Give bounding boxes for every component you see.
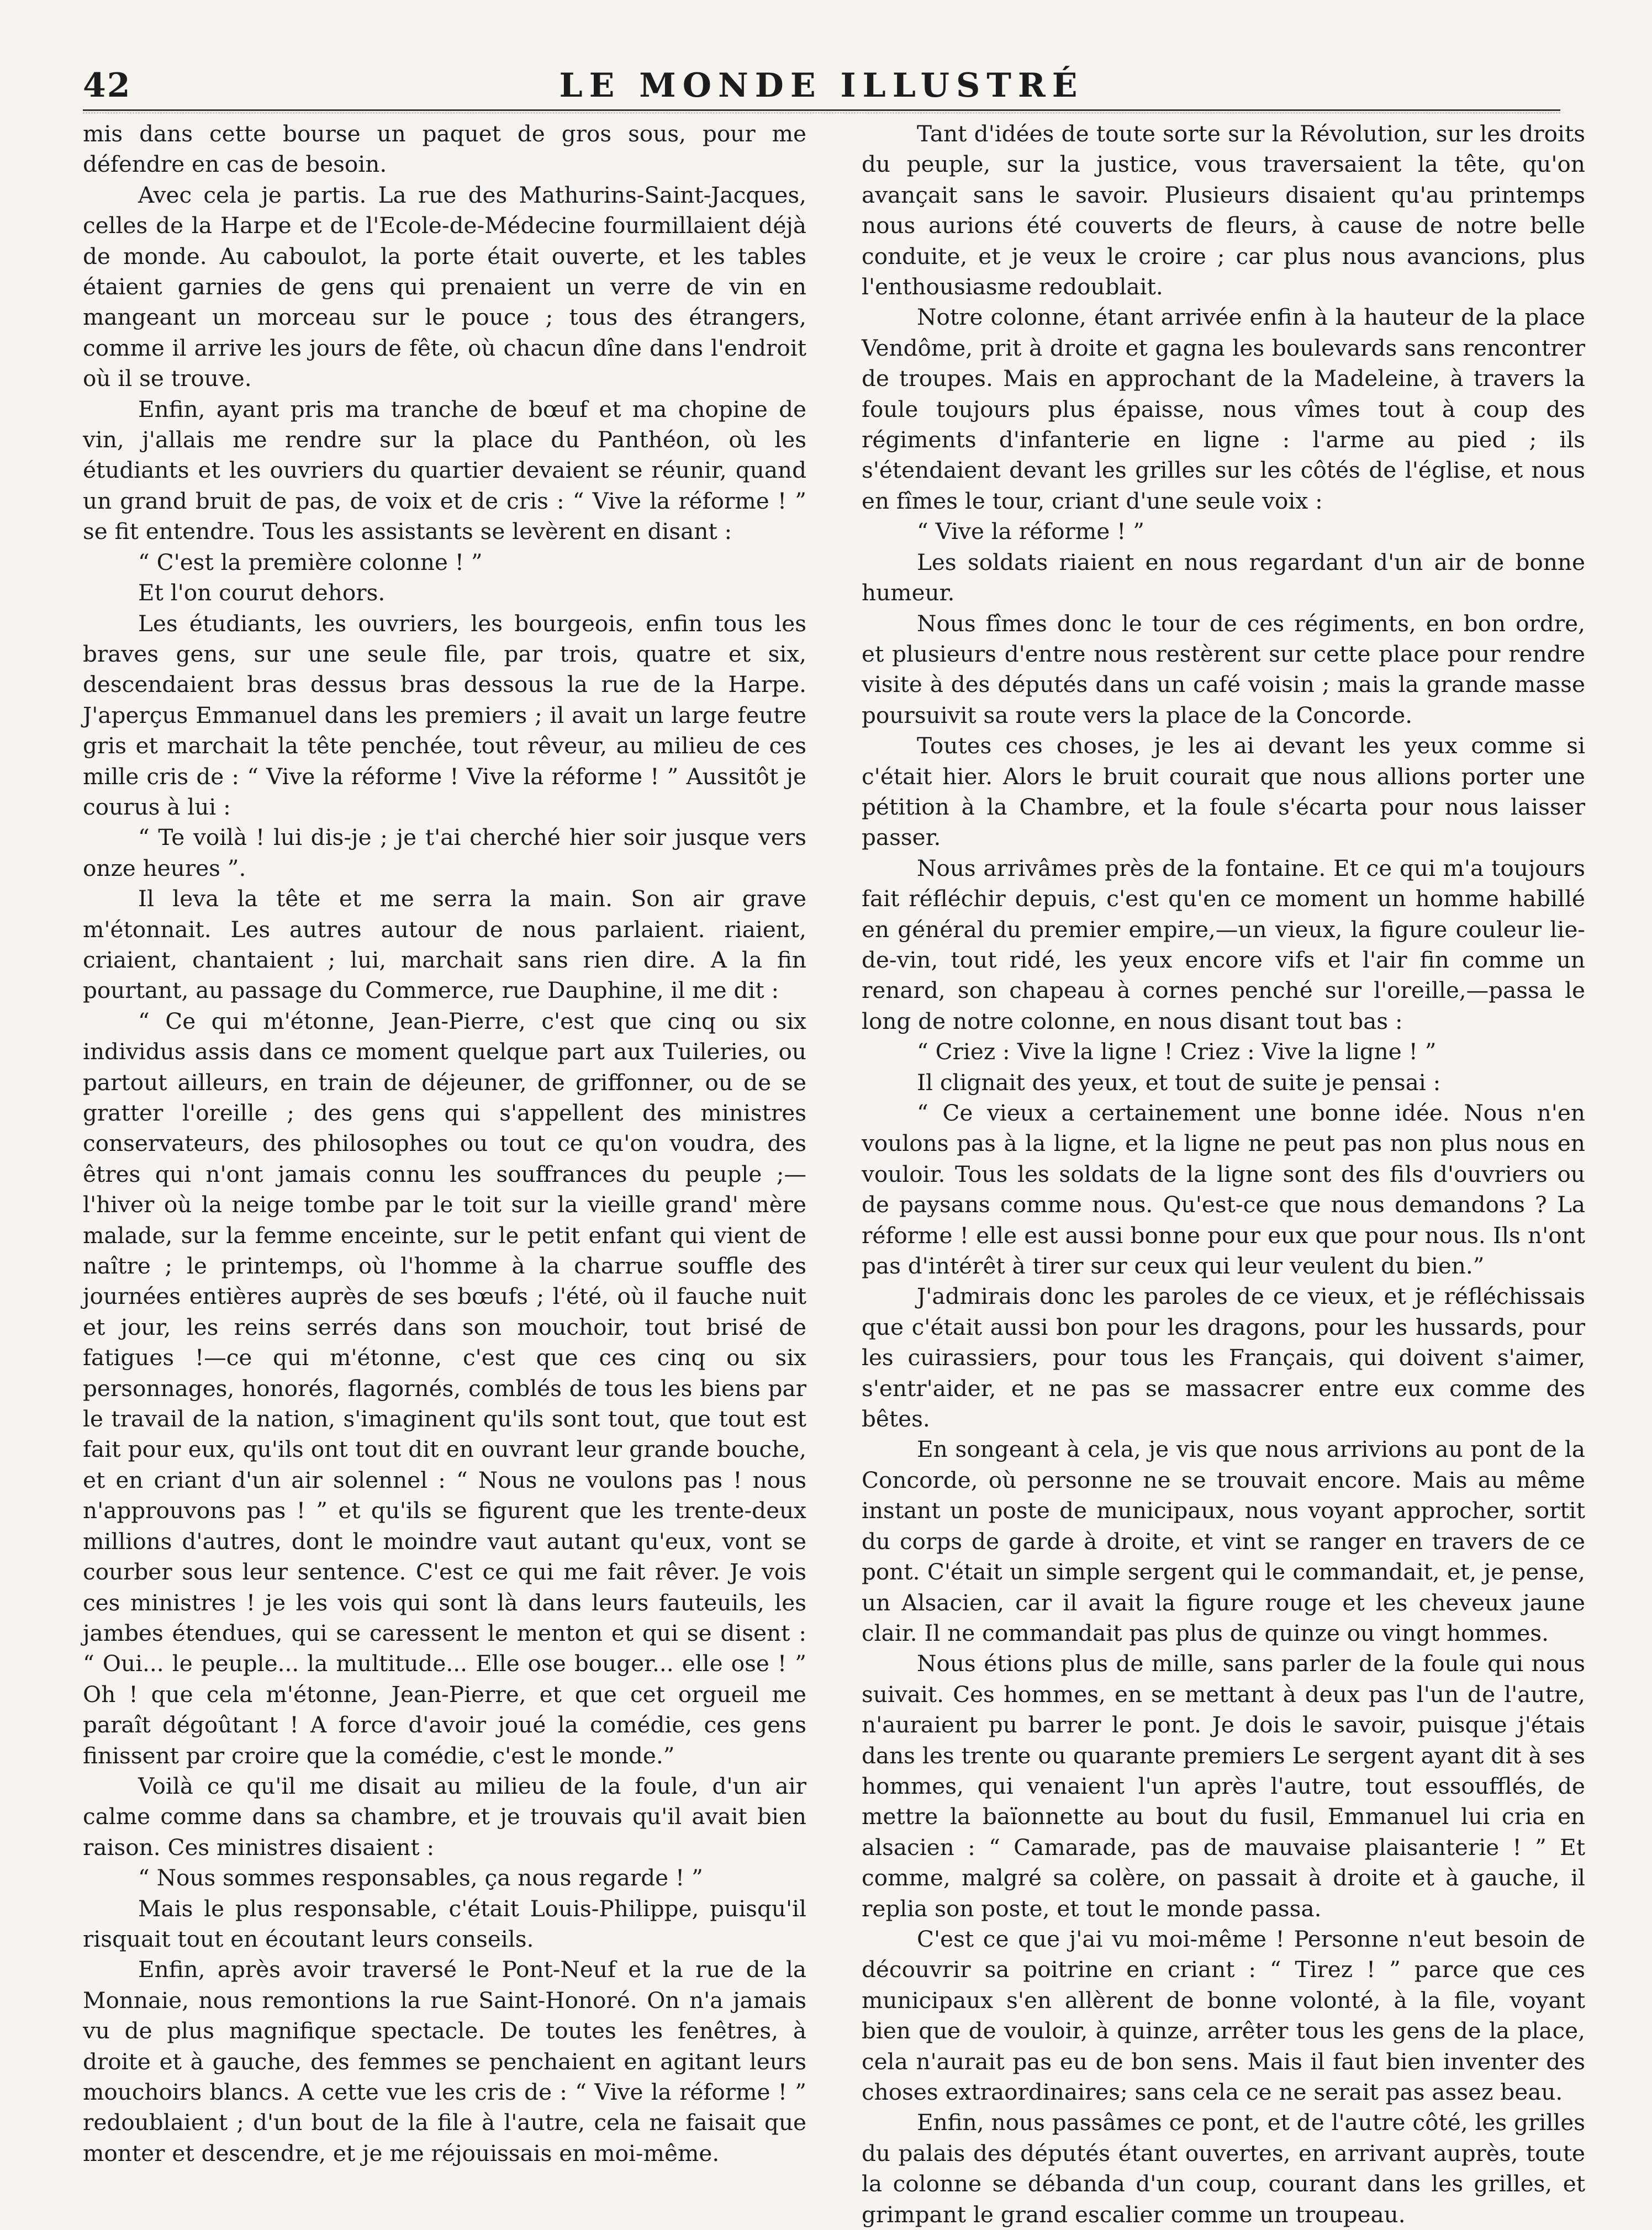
paragraph: “ Nous sommes responsables, ça nous regarde ! ” xyxy=(138,1864,703,1891)
paragraph: Et l'on courut dehors. xyxy=(138,579,386,606)
page-number: 42 xyxy=(83,66,131,105)
paragraph: C'est ce que j'ai vu moi-même ! Personne n'eut besoin de découvrir sa poitrine en criant : “ Tirez ! ” parce que ces municipaux s'en allèrent de bonne volonté, à la file, voyant bien que de vouloir, à quinze, arrêter tous les gens de la place, cela n'aurait pas eu de bon sens. Mais il faut bien inventer des choses extraordinaires; sans cela ce ne serait pas assez beau. xyxy=(862,1925,1585,2105)
paragraph: Enfin, après avoir traversé le Pont-Neuf et la rue de la Monnaie, nous remontions la rue Saint-Honoré. On n'a jamais vu de plus magnifique spectacle. De toutes les fenêtres, à droite et à gauche, des femmes se penchaient en agitant leurs mouchoirs blancs. A cette vue les cris de : “ Vive la réforme ! ” redoublaient ; d'un bout de la file à l'autre, cela ne faisait que monter et descendre, et je me réjouissais en moi-même. xyxy=(83,1956,806,2166)
paragraph: Il clignait des yeux, et tout de suite je pensai : xyxy=(917,1069,1441,1096)
masthead-title: LE MONDE ILLUSTRÉ xyxy=(559,66,1084,105)
paragraph: “ Ce qui m'étonne, Jean-Pierre, c'est que cinq ou six individus assis dans ce moment quelque part aux Tuileries, ou partout ailleurs, en train de déjeuner, de griffonner, ou de se gratter l'oreille ; des gens qui s'appellent des ministres conservateurs, des philosophes ou tout ce qu'on voudra, des êtres qui n'ont jamais connu les souffrances du peuple ;—l'hiver où la neige tombe par le toit sur la vieille grand' mère malade, sur la femme enceinte, sur le petit enfant qui vient de naître ; le printemps, où l'homme à la charrue souffle des journées entières auprès de ses bœufs ; l'été, où il fauche nuit et jour, les reins serrés dans son mouchoir, tout brisé de fatigues !—ce qui m'étonne, c'est que ces cinq ou six personnages, honorés, flagornés, comblés de tous les biens par le travail de la nation, s'imaginent qu'ils sont tout, que tout est fait pour eux, qu'ils ont tout dit en ouvrant leur grande bouche, et en criant d'un air solennel : “ Nous ne voulons pas ! nous n'approuvons pas ! ” et qu'ils se figurent que les trente-deux millions d'autres, dont le moindre vaut autant qu'eux, vont se courber sous leur sentence. C'est ce qui me fait rêver. Je vois ces ministres ! je les vois qui sont là dans leurs fauteuils, les jambes étendues, qui se caressent le menton et qui se disent : “ Oui... le peuple... la multitude... Elle ose bouger... elle ose ! ” Oh ! que cela m'étonne, Jean-Pierre, et que cet orgueil me paraît dégoûtant ! A force d'avoir joué la comédie, ces gens finissent par croire que la comédie, c'est le monde.” xyxy=(83,1007,806,1769)
paragraph: Mais le plus responsable, c'était Louis-Philippe, puisqu'il risquait tout en écoutant leurs conseils. xyxy=(83,1895,806,1952)
paragraph: Toutes ces choses, je les ai devant les yeux comme si c'était hier. Alors le bruit courait que nous allions porter une pétition à la Chambre, et la foule s'écarta pour nous laisser passer. xyxy=(862,732,1585,851)
paragraph: Il leva la tête et me serra la main. Son air grave m'étonnait. Les autres autour de nous parlaient. riaient, criaient, chantaient ; lui, marchait sans rien dire. A la fin pourtant, au passage du Commerce, rue Dauphine, il me dit : xyxy=(83,885,806,1004)
right-column xyxy=(862,119,1585,2230)
page-header xyxy=(83,64,1560,108)
left-column xyxy=(83,119,806,2169)
paragraph: En songeant à cela, je vis que nous arrivions au pont de la Concorde, où personne ne se trouvait encore. Mais au même instant un poste de municipaux, nous voyant approcher, sortit du corps de garde à droite, et vint se ranger en travers de ce pont. C'était un simple sergent qui le commandait, et, je pense, un Alsacien, car il avait la figure rouge et les cheveux jaune clair. Il ne commandait pas plus de quinze ou vingt hommes. xyxy=(862,1436,1585,1646)
paragraph: Nous fîmes donc le tour de ces régiments, en bon ordre, et plusieurs d'entre nous restèrent sur cette place pour rendre visite à des députés dans un café voisin ; mais la grande masse poursuivit sa route vers la place de la Concorde. xyxy=(862,610,1585,728)
paragraph: Tant d'idées de toute sorte sur la Révolution, sur les droits du peuple, sur la justice, vous traversaient la tête, qu'on avançait sans le savoir. Plusieurs disaient qu'au printemps nous aurions été couverts de fleurs, à cause de notre belle conduite, et je veux le croire ; car plus nous avancions, plus l'enthousiasme redoublait. xyxy=(862,120,1585,300)
paragraph: Les étudiants, les ouvriers, les bourgeois, enfin tous les braves gens, sur une seule file, par trois, quatre et six, descendaient bras dessus bras dessous la rue de la Harpe. J'aperçus Emmanuel dans les premiers ; il avait un large feutre gris et marchait la tête penchée, tout rêveur, au milieu de ces mille cris de : “ Vive la réforme ! Vive la réforme ! ” Aussitôt je courus à lui : xyxy=(83,610,806,820)
paragraph: mis dans cette bourse un paquet de gros sous, pour me défendre en cas de besoin. xyxy=(83,120,806,178)
paragraph: “ Criez : Vive la ligne ! Criez : Vive la ligne ! ” xyxy=(917,1038,1437,1065)
paragraph: “ Ce vieux a certainement une bonne idée. Nous n'en voulons pas à la ligne, et la ligne ne peut pas non plus nous en vouloir. Tous les soldats de la ligne sont des fils d'ouvriers ou de paysans comme nous. Qu'est-ce que nous demandons ? La réforme ! elle est aussi bonne pour eux que pour nous. Ils n'ont pas d'intérêt à tirer sur ceux qui leur veulent du bien.” xyxy=(862,1100,1585,1280)
paragraph: Avec cela je partis. La rue des Mathurins-Saint-Jacques, celles de la Harpe et de l'Ecole-de-Médecine fourmillaient déjà de monde. Au caboulot, la porte était ouverte, et les tables étaient garnies de gens qui prenaient un verre de vin en mangeant un morceau sur le pouce ; tous des étrangers, comme il arrive les jours de fête, où chacun dîne dans l'endroit où il se trouve. xyxy=(83,181,806,392)
paragraph: Notre colonne, étant arrivée enfin à la hauteur de la place Vendôme, prit à droite et gagna les boulevards sans rencontrer de troupes. Mais en approchant de la Madeleine, à travers la foule toujours plus épaisse, nous vîmes tout à coup des régiments d'infanterie en ligne : l'arme au pied ; ils s'étendaient devant les grilles sur les côtés de l'église, et nous en fîmes le tour, criant d'une seule voix : xyxy=(862,304,1585,514)
paragraph: Les soldats riaient en nous regardant d'un air de bonne humeur. xyxy=(862,548,1585,606)
header-rule xyxy=(83,109,1560,113)
paragraph: “ Vive la réforme ! ” xyxy=(917,518,1144,545)
paragraph: Nous étions plus de mille, sans parler de la foule qui nous suivait. Ces hommes, en se mettant à deux pas l'un de l'autre, n'auraient pu barrer le pont. Je dois le savoir, puisque j'étais dans les trente ou quarante premiers Le sergent ayant dit à ses hommes, qui venaient l'un après l'autre, tout essoufflés, de mettre la baïonnette au bout du fusil, Emmanuel lui cria en alsacien : “ Camarade, pas de mauvaise plaisanterie ! ” Et comme, malgré sa colère, on passait à droite et à gauche, il replia son poste, et tout le monde passa. xyxy=(862,1650,1585,1922)
paragraph: “ C'est la première colonne ! ” xyxy=(138,548,483,575)
paragraph: Voilà ce qu'il me disait au milieu de la foule, d'un air calme comme dans sa chambre, et je trouvais qu'il avait bien raison. Ces ministres disaient : xyxy=(83,1772,806,1861)
paragraph: “ Te voilà ! lui dis-je ; je t'ai cherché hier soir jusque vers onze heures ”. xyxy=(83,824,806,881)
paragraph: Enfin, nous passâmes ce pont, et de l'autre côté, les grilles du palais des députés étant ouvertes, en arrivant auprès, toute la colonne se débanda d'un coup, courant dans les grilles, et grimpant le grand escalier comme un troupeau. xyxy=(862,2109,1585,2228)
paragraph: Nous arrivâmes près de la fontaine. Et ce qui m'a toujours fait réfléchir depuis, c'est qu'en ce moment un homme habillé en général du premier empire,—un vieux, la figure couleur lie-de-vin, tout ridé, les yeux encore vifs et l'air fin comme un renard, son chapeau à cornes penché sur l'oreille,—passa le long de notre colonne, en nous disant tout bas : xyxy=(862,854,1585,1034)
paragraph: Enfin, ayant pris ma tranche de bœuf et ma chopine de vin, j'allais me rendre sur la place du Panthéon, où les étudiants et les ouvriers du quartier devaient se réunir, quand un grand bruit de pas, de voix et de cris : “ Vive la réforme ! ” se fit entendre. Tous les assistants se levèrent en disant : xyxy=(83,395,806,545)
paragraph: J'admirais donc les paroles de ce vieux, et je réfléchissais que c'était aussi bon pour les dragons, pour les hussards, pour les cuirassiers, pour tous les Français, qui doivent s'aimer, s'entr'aider, et ne pas se massacrer entre eux comme des bêtes. xyxy=(862,1283,1585,1433)
